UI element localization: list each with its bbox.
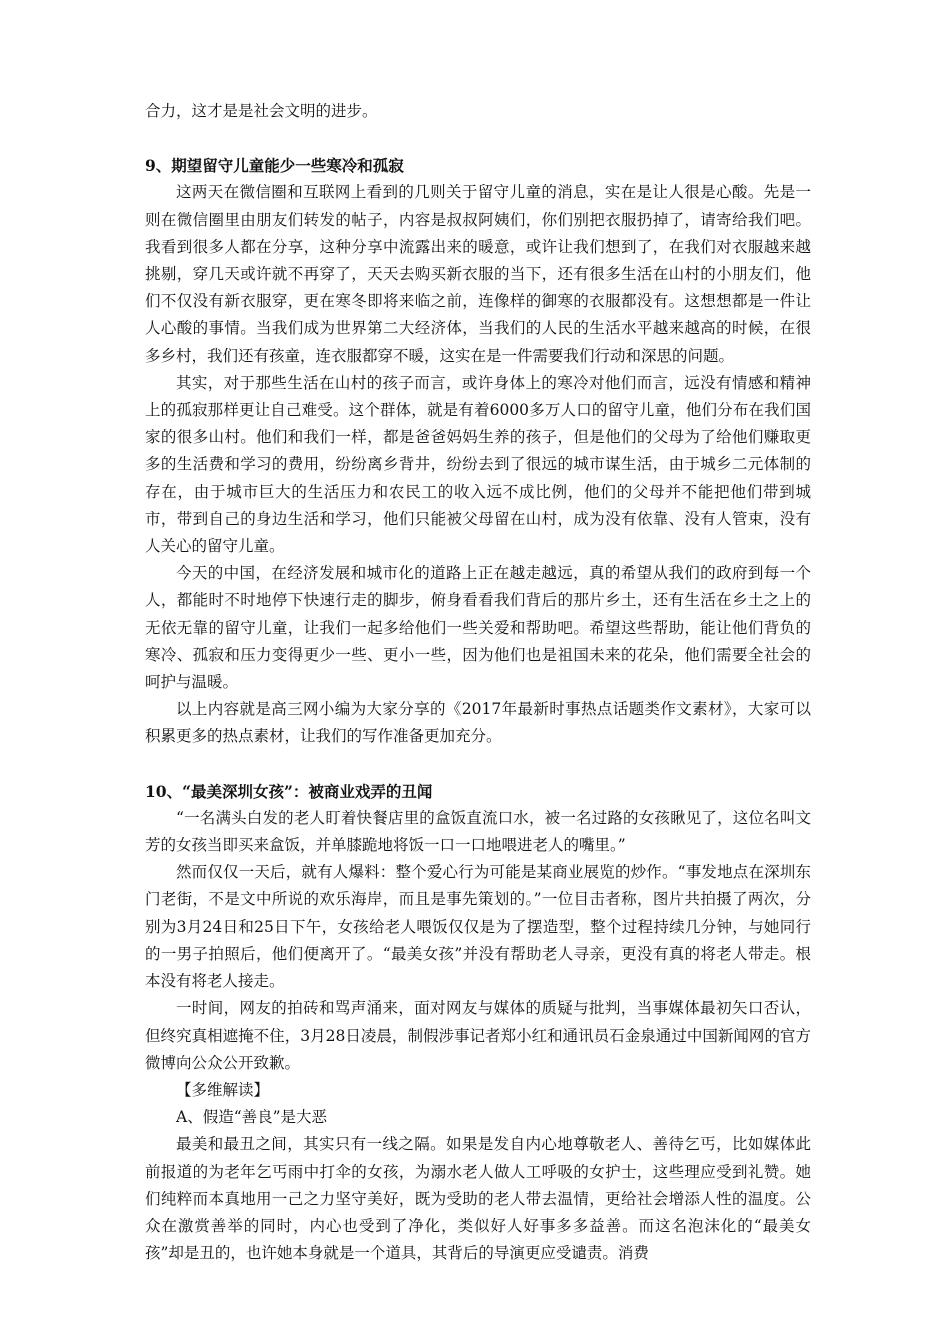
paragraph: 然而仅仅一天后，就有人爆料：整个爱心行为可能是某商业展览的炒作。“事发地点在深圳东门老街，不是文中所说的欢乐海岸，而且是事先策划的。”一位目击者称，图片共拍摄了两次，分别为3月24日和25日下午，女孩给老人喂饭仅仅是为了摆造型，整个过程持续几分钟，与她同行的一男子拍照后，他们便离开了。“最美女孩”并没有帮助老人寻亲，更没有真的将老人带走。根本没有将老人接走。 (145, 863, 811, 991)
paragraph: 今天的中国，在经济发展和城市化的道路上正在越走越远，真的希望从我们的政府到每一个人，都能时不时地停下快速行走的脚步，俯身看看我们背后的那片乡土，还有生活在乡土之上的无依无靠的留守儿童，让我们一起多给他们一些关爱和帮助吧。希望这些帮助，能让他们背负的寒冷、孤寂和压力变得更少一些、更小一些，因为他们也是祖国未来的花朵，他们需要全社会的呵护与温暖。 (145, 564, 811, 692)
paragraph: 这两天在微信圈和互联网上看到的几则关于留守儿童的消息，实在是让人很是心酸。先是一则在微信圈里由朋友们转发的帖子，内容是叔叔阿姨们，你们别把衣服扔掉了，请寄给我们吧。我看到很多人都在分享，这种分享中流露出来的暖意，或许让我们想到了，在我们对衣服越来越挑剔，穿几天或许就不再穿了，天天去购买新衣服的当下，还有很多生活在山村的小朋友们，他们不仅没有新衣服穿，更在寒冬即将来临之前，连像样的御寒的衣服都没有。这想想都是一件让人心酸的事情。当我们成为世界第二大经济体，当我们的人民的生活水平越来越高的时候，在很多乡村，我们还有孩童，连衣服都穿不暖，这实在是一件需要我们行动和深思的问题。 (145, 183, 811, 365)
document-page (145, 98, 811, 1267)
paragraph: 一时间，网友的拍砖和骂声涌来，面对网友与媒体的质疑与批判，当事媒体最初矢口否认，但终究真相遮掩不住，3月28日凌晨，制假涉事记者郑小红和通讯员石金泉通过中国新闻网的官方微博向公众公开致歉。 (145, 999, 811, 1072)
paragraph: 合力，这才是是社会文明的进步。 (145, 102, 378, 120)
paragraph: 以上内容就是高三网小编为大家分享的《2017年最新时事热点话题类作文素材》，大家可以积累更多的热点素材，让我们的写作准备更加充分。 (145, 700, 811, 746)
paragraph: “一名满头白发的老人盯着快餐店里的盒饭直流口水，被一名过路的女孩瞅见了，这位名叫文芳的女孩当即买来盒饭，并单膝跪地将饭一口一口地喂进老人的嘴里。” (145, 808, 811, 855)
section-heading-9: 9、期望留守儿童能少一些寒冷和孤寂 (145, 156, 404, 176)
subheading-a: A、假造“善良”是大恶 (176, 1108, 328, 1127)
section-heading-10: 10、“最美深圳女孩”：被商业戏弄的丑闻 (145, 781, 433, 801)
paragraph: 最美和最丑之间，其实只有一线之隔。如果是发自内心地尊敬老人、善待乞丐，比如媒体此前报道的为老年乞丐雨中打伞的女孩，为溺水老人做人工呼吸的女护士，这些理应受到礼赞。她们纯粹而本真地用一己之力坚守美好，既为受助的老人带去温情，更给社会增添人性的温度。公众在激赏善举的同时，内心也受到了净化，类似好人好事多多益善。而这名泡沫化的“最美女孩”却是丑的，也许她本身就是一个道具，其背后的导演更应受谴责。消费 (145, 1135, 811, 1263)
paragraph-gap (145, 751, 811, 778)
paragraph-gap (145, 125, 811, 152)
paragraph: 其实，对于那些生活在山村的孩子而言，或许身体上的寒冷对他们而言，远没有情感和精神上的孤寂那样更让自己难受。这个群体，就是有着6000多万人口的留守儿童，他们分布在我们国家的很多山村。他们和我们一样，都是爸爸妈妈生养的孩子，但是他们的父母为了给他们赚取更多的生活费和学习的费用，纷纷离乡背井，纷纷去到了很远的城市谋生活，由于城乡二元体制的存在，由于城市巨大的生活压力和农民工的收入远不成比例，他们的父母并不能把他们带到城市，带到自己的身边生活和学习，他们只能被父母留在山村，成为没有依靠、没有人管束，没有人关心的留守儿童。 (145, 373, 811, 556)
subheading-multi-view: 【多维解读】 (176, 1080, 270, 1099)
